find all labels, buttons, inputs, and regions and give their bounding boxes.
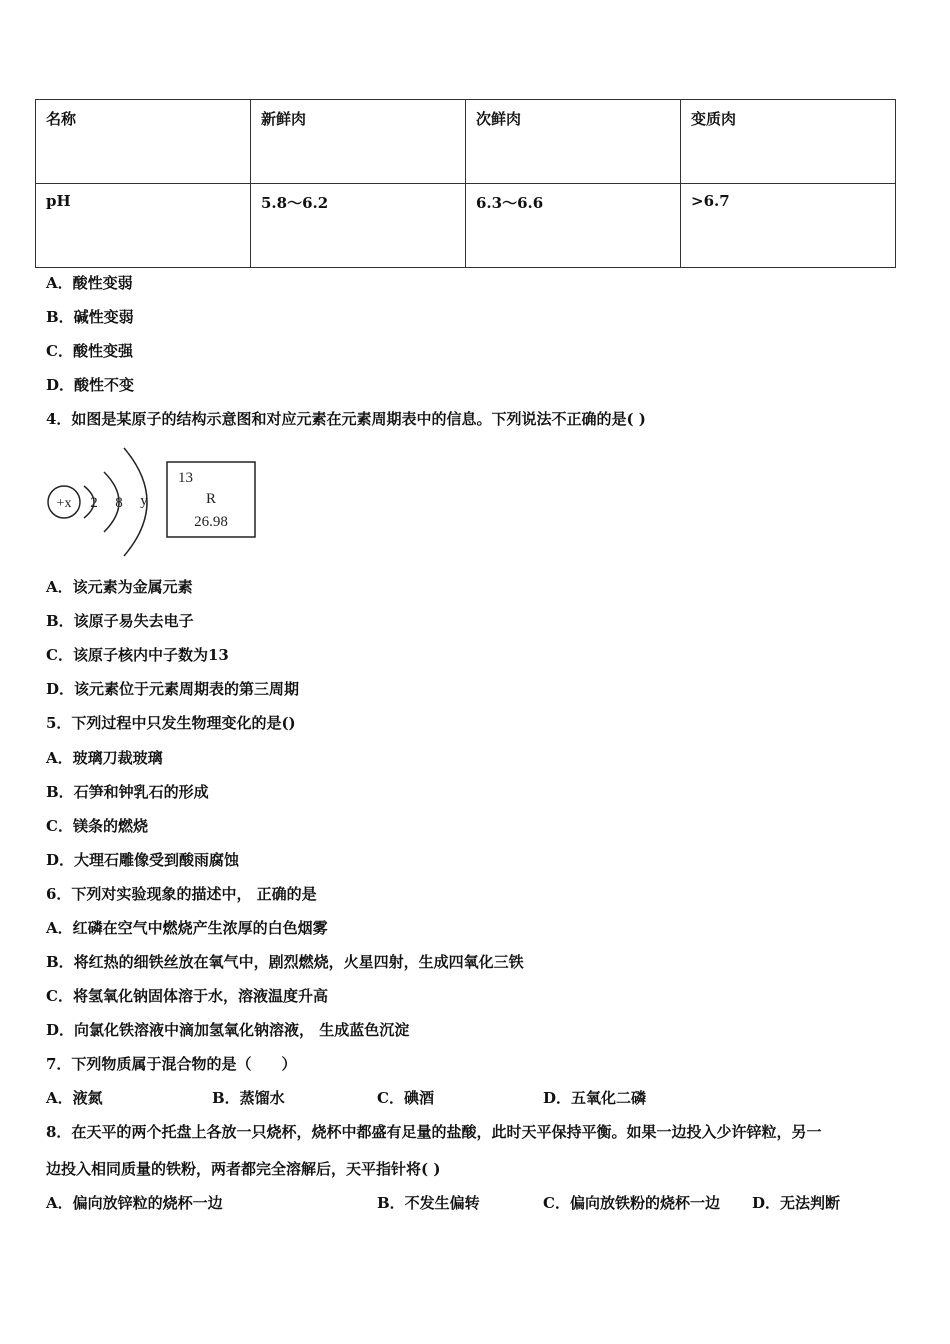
q7-option-a: A．液氮	[46, 1089, 103, 1107]
table-cell: 名称	[36, 100, 251, 184]
atom-structure-figure	[40, 440, 270, 565]
q3-option-a: A．酸性变弱	[46, 274, 133, 292]
q4-option-d: D．该元素位于元素周期表的第三周期	[46, 680, 300, 698]
meat-ph-table	[35, 99, 896, 268]
table-cell: 5.8～6.2	[251, 184, 466, 268]
q5-option-b: B．石笋和钟乳石的形成	[46, 783, 209, 801]
atomic-number: 13	[178, 470, 193, 486]
q6-option-c: C．将氢氧化钠固体溶于水，溶液温度升高	[46, 987, 328, 1005]
q8-option-c: C．偏向放铁粉的烧杯一边	[543, 1194, 720, 1212]
q4-option-b: B．该原子易失去电子	[46, 612, 194, 630]
q7-options-row	[0, 1088, 950, 1108]
q7-option-d: D．五氧化二磷	[543, 1089, 647, 1107]
q3-option-b: B．碱性变弱	[46, 308, 134, 326]
q5-option-a: A．玻璃刀裁玻璃	[46, 749, 163, 767]
table-cell: 变质肉	[681, 100, 896, 184]
q6-option-b: B．将红热的细铁丝放在氧气中，剧烈燃烧，火星四射，生成四氧化三铁	[46, 953, 524, 971]
q8-option-a: A．偏向放锌粒的烧杯一边	[46, 1194, 223, 1212]
q3-option-c: C．酸性变强	[46, 342, 133, 360]
shell-count-2: 8	[115, 495, 123, 511]
q5-option-c: C．镁条的燃烧	[46, 817, 148, 835]
table-cell: 次鲜肉	[466, 100, 681, 184]
q7-option-c: C．碘酒	[377, 1089, 434, 1107]
shell-count-3: y	[140, 493, 148, 509]
table-cell: >6.7	[681, 184, 896, 268]
atom-structure-diagram	[40, 440, 270, 565]
q4-option-a: A．该元素为金属元素	[46, 578, 193, 596]
shell-count-1: 2	[90, 495, 98, 511]
q7-option-b: B．蒸馏水	[212, 1089, 285, 1107]
q6-option-a: A．红磷在空气中燃烧产生浓厚的白色烟雾	[46, 919, 328, 937]
nucleus-label: +x	[56, 496, 72, 511]
q8-stem-line-2: 边投入相同质量的铁粉，两者都完全溶解后，天平指针将( )	[46, 1160, 441, 1178]
q3-option-d: D．酸性不变	[46, 376, 135, 394]
table-cell: pH	[36, 184, 251, 268]
q7-stem: 7．下列物质属于混合物的是（ ）	[46, 1055, 297, 1073]
atomic-mass: 26.98	[194, 514, 228, 530]
q5-stem: 5．下列过程中只发生物理变化的是()	[46, 714, 296, 732]
q8-option-d: D．无法判断	[752, 1194, 841, 1212]
table-header-row	[36, 100, 896, 184]
q8-options-row	[0, 1193, 950, 1213]
q6-stem: 6．下列对实验现象的描述中， 正确的是	[46, 885, 317, 903]
table-row	[36, 184, 896, 268]
table-cell: 新鲜肉	[251, 100, 466, 184]
table-cell: 6.3～6.6	[466, 184, 681, 268]
element-symbol: R	[205, 491, 217, 507]
q4-stem: 4．如图是某原子的结构示意图和对应元素在元素周期表中的信息。下列说法不正确的是( )	[46, 410, 646, 428]
q4-option-c: C．该原子核内中子数为13	[46, 646, 229, 664]
q8-stem-line-1: 8．在天平的两个托盘上各放一只烧杯，烧杯中都盛有足量的盐酸，此时天平保持平衡。如果一边投入少许锌粒，另一	[46, 1123, 822, 1141]
q5-option-d: D．大理石雕像受到酸雨腐蚀	[46, 851, 240, 869]
q8-option-b: B．不发生偏转	[377, 1194, 480, 1212]
q6-option-d: D．向氯化铁溶液中滴加氢氧化钠溶液， 生成蓝色沉淀	[46, 1021, 410, 1039]
